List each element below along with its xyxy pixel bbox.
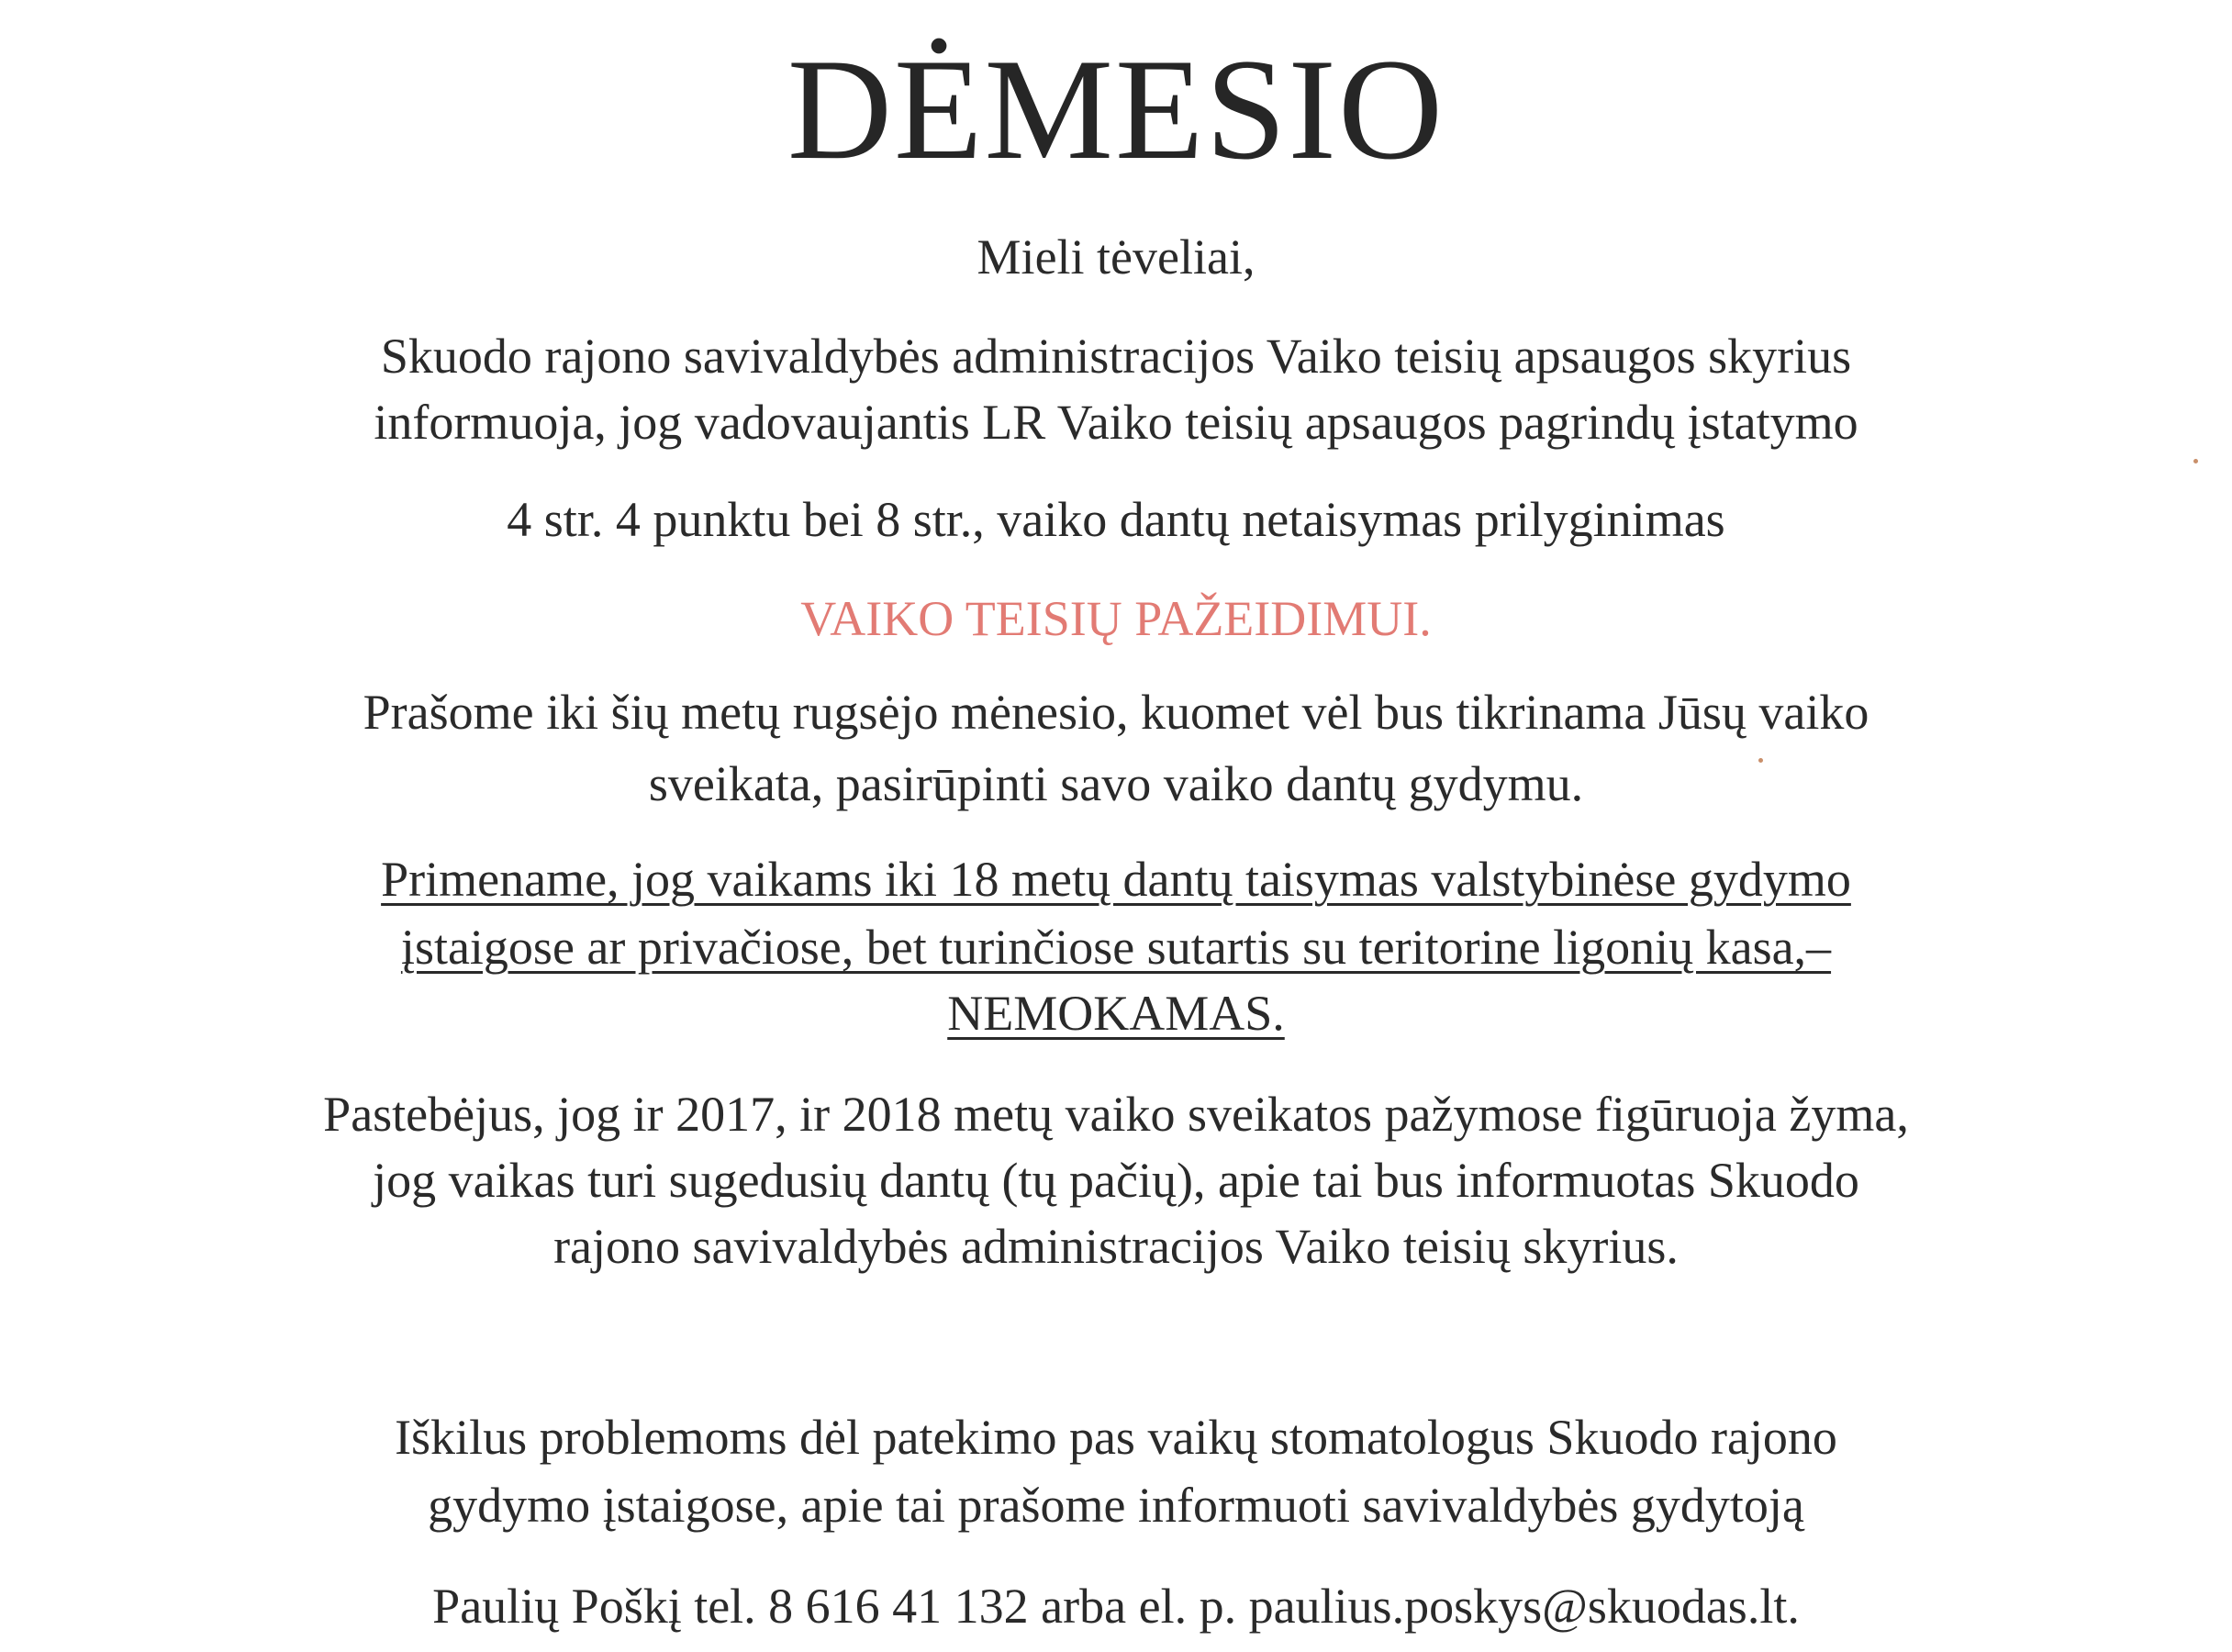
reminder-line2 <box>0 914 2232 980</box>
paragraph2-line1: Prašome iki šių metų rugsėjo mėnesio, kuomet vėl bus tikrinama Jūsų vaiko <box>363 685 1869 740</box>
paragraph1-line2: informuoja, jog vadovaujantis LR Vaiko teisių apsaugos pagrindų įstatymo <box>374 395 1858 450</box>
paragraph3-line3: rajono savivaldybės administracijos Vaiko teisių skyrius. <box>553 1219 1679 1274</box>
reminder-line2-text: įstaigose ar privačiose, bet turinčiose sutartis su teritorine ligonių kasa,– <box>400 920 1832 975</box>
paragraph3-line1: Pastebėjus, jog ir 2017, ir 2018 metų vaiko sveikatos pažymose figūruoja žyma, <box>323 1087 1909 1142</box>
reminder-line1-text: Primename, jog vaikams iki 18 metų dantų taisymas valstybinėse gydymo <box>381 852 1851 907</box>
greeting: Mieli tėveliai, <box>976 229 1256 285</box>
scan-speck <box>2193 459 2198 463</box>
paragraph1-line3: 4 str. 4 punktu bei 8 str., vaiko dantų netaisymas prilyginimas <box>507 492 1725 547</box>
notice-title: DĖMESIO <box>787 29 1445 190</box>
reminder-line3 <box>0 980 2232 1046</box>
paragraph1-line1: Skuodo rajono savivaldybės administracijos Vaiko teisių apsaugos skyrius <box>380 329 1852 384</box>
reminder-line3-text: NEMOKAMAS. <box>947 986 1285 1041</box>
warning-text: VAIKO TEISIŲ PAŽEIDIMUI. <box>800 591 1432 646</box>
paragraph2-line2: sveikata, pasirūpinti savo vaiko dantų gydymu. <box>648 756 1584 811</box>
contact-line2: gydymo įstaigose, apie tai prašome informuoti savivaldybės gydytoją <box>428 1478 1804 1533</box>
scan-speck <box>1758 758 1763 763</box>
paragraph3-line2: jog vaikas turi sugedusių dantų (tų pačių), apie tai bus informuotas Skuodo <box>373 1153 1859 1208</box>
contact-line1: Iškilus problemoms dėl patekimo pas vaikų stomatologus Skuodo rajono <box>395 1410 1837 1465</box>
reminder-line1 <box>0 846 2232 912</box>
contact-line3: Paulių Poškį tel. 8 616 41 132 arba el. p. paulius.poskys@skuodas.lt. <box>432 1579 1800 1634</box>
